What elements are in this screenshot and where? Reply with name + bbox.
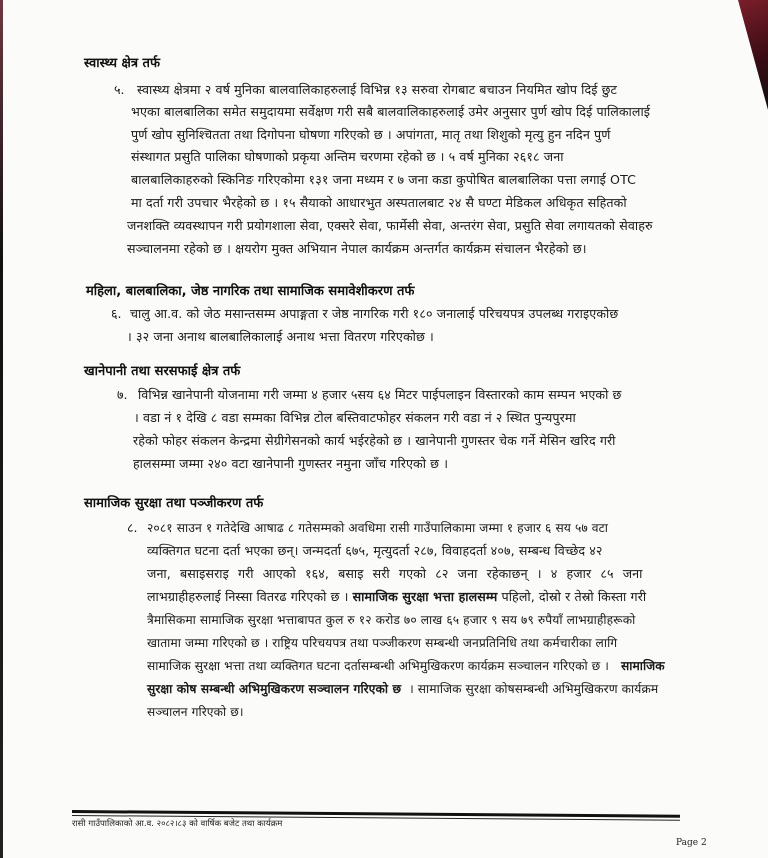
social-line-9: सञ्चालन गरिएको छ। xyxy=(147,705,244,719)
social-line-8 xyxy=(147,681,658,697)
water-line-3: रहेको फोहर संकलन केन्द्रमा सेग्रीगेसनको कार्य भईरहेको छ । खानेपानी गुणस्तर चेक गर्ने मेसिन खरिद गरी xyxy=(133,433,616,448)
water-line-2: । वडा नं १ देखि ८ वडा सम्मका विभिन्न टोल बस्तिवाटफोहर संकलन गरी वडा नं २ स्थित पुन्यपुरमा xyxy=(134,410,576,425)
social-line-4-text: लाभग्राहीहरुलाई निस्सा वितरढ गरिएको छ । xyxy=(147,589,349,604)
social-line-5: त्रैमासिकमा सामाजिक सुरक्षा भत्ताबापत कुल रु १२ करोड ७० लाख ६५ हजार ९ सय ७९ रुपैयाँ लाभग्राहीहरूको xyxy=(147,613,636,627)
social-line-4 xyxy=(147,589,646,605)
health-line-4: संस्थागत प्रसुति पालिका घोषणाको प्रकृया अन्तिम चरणमा रहेको छ । ५ वर्ष मुनिका २६१८ जना xyxy=(131,149,564,164)
item-number-5: ५. xyxy=(114,82,125,97)
women-line-2: । ३२ जना अनाथ बालबालिकालाई अनाथ भत्ता वितरण गरिएकोछ । xyxy=(127,329,434,344)
item-number-7: ७. xyxy=(117,387,128,402)
social-line-4-bold: सामाजिक सुरक्षा भत्ता हालसम्म xyxy=(352,589,498,604)
item-number-6: ६. xyxy=(111,306,122,321)
health-line-7: जनशक्ति व्यवस्थापन गरी प्रयोगशाला सेवा, एक्सरे सेवा, फार्मेसी सेवा, अन्तरंग सेवा, प्रसुति सेवा लगायतको सेवाहरु xyxy=(127,218,653,233)
social-line-7 xyxy=(147,658,665,674)
health-line-3: पुर्ण खोप सुनिश्चितता तथा दिगोपना घोषणा गरिएको छ । अपांगता, मातृ तथा शिशुको मृत्यु हुन नदिन पुर्ण xyxy=(131,127,611,142)
social-line-8-bold: सुरक्षा कोष सम्बन्धी अभिमुखिकरण सञ्चालन गरिएको छ xyxy=(147,682,402,696)
page-number: Page 2 xyxy=(676,838,707,848)
item-number-8: ८. xyxy=(127,520,138,535)
footer-title: रासी गाउँपालिकाको आ.व. २०८२।८३ को वार्षिक बजेट तथा कार्यक्रम xyxy=(72,819,283,829)
social-line-6: खातामा जम्मा गरिएको छ । राष्ट्रिय परिचयपत्र तथा पञ्जीकरण सम्बन्धी जनप्रतिनिधि तथा कर्मचारीका लागि xyxy=(147,636,618,650)
health-line-2: भएका बालबालिका समेत समुदायमा सर्वेक्षण गरी सबै बालवालिकाहरुलाई उमेर अनुसार पुर्ण खोप दिई पालिकालाई xyxy=(131,104,651,119)
social-line-7-text: सामाजिक सुरक्षा भत्ता तथा व्यक्तिगत घटना दर्तासम्बन्धी अभिमुखिकरण कार्यक्रम सञ्चालन गरिएको छ । xyxy=(147,659,610,673)
section-heading-health: स्वास्थ्य क्षेत्र तर्फ xyxy=(84,56,160,71)
health-line-6: मा दर्ता गरी उपचार भैरहेको छ । १५ सैयाको आधारभुत अस्पतालबाट २४ सै घण्टा मेडिकल अधिकृत सहितको xyxy=(131,195,627,210)
social-line-3: जना, बसाइसराइ गरी आएको १६४, बसाइ सरी गएको ८२ जना रहेकाछन् । ४ हजार ८५ जना xyxy=(147,566,643,581)
social-line-1: २०८१ साउन १ गतेदेखि आषाढ ८ गतेसम्मको अवधिमा रासी गाउँपालिकामा जम्मा १ हजार ६ सय ५७ वटा xyxy=(147,521,609,535)
water-line-1: विभिन्न खानेपानी योजनामा गरी जम्मा ४ हजार ५सय ६४ मिटर पाईपलाइन विस्तारको काम सम्पन भएको छ xyxy=(138,387,622,402)
social-line-8-rest: । सामाजिक सुरक्षा कोषसम्बन्धी अभिमुखिकरण कार्यक्रम xyxy=(409,682,659,696)
social-line-4-rest: पहिलो, दोस्रो र तेस्रो किस्ता गरी xyxy=(497,589,647,604)
health-line-5: बालबालिकाहरुको स्किनिङ गरिएकोमा १३१ जना मध्यम र ७ जना कडा कुपोषित बालबालिका पत्ता लगाई OTC xyxy=(131,172,637,187)
social-line-2: व्यक्तिगत घटना दर्ता भएका छन्। जन्मदर्ता ६७५, मृत्युदर्ता २८७, विवाहदर्ता ४०७, सम्बन्ध विच्छेद ४२ xyxy=(147,543,603,558)
water-line-4: हालसम्मा जम्मा २४० वटा खानेपानी गुणस्तर नमुना जाँच गरिएको छ । xyxy=(133,456,449,471)
health-line-1: स्वास्थ्य क्षेत्रमा २ वर्ष मुनिका बालवालिकाहरुलाई विभिन्न १३ सरुवा रोगबाट बचाउन नियमित खोप दिई छुट xyxy=(137,82,617,97)
health-line-8: सञ्चालनमा रहेको छ । क्षयरोग मुक्त अभियान नेपाल कार्यक्रम अन्तर्गत कार्यक्रम संचालन भैरहेको छ। xyxy=(127,241,587,256)
women-line-1: चालु आ.व. को जेठ मसान्तसम्म अपाङ्गता र जेष्ठ नागरिक गरी १८० जनालाई परिचयपत्र उपलब्ध गराइएकोछ xyxy=(130,306,619,321)
social-line-7-bold: सामाजिक xyxy=(620,659,665,673)
section-heading-social-security: सामाजिक सुरक्षा तथा पञ्जीकरण तर्फ xyxy=(84,496,264,511)
section-heading-women-children: महिला, बालबालिका, जेष्ठ नागरिक तथा सामाजिक समावेशीकरण तर्फ xyxy=(86,284,415,299)
section-heading-water-sanitation: खानेपानी तथा सरसफाई क्षेत्र तर्फ xyxy=(84,364,241,379)
